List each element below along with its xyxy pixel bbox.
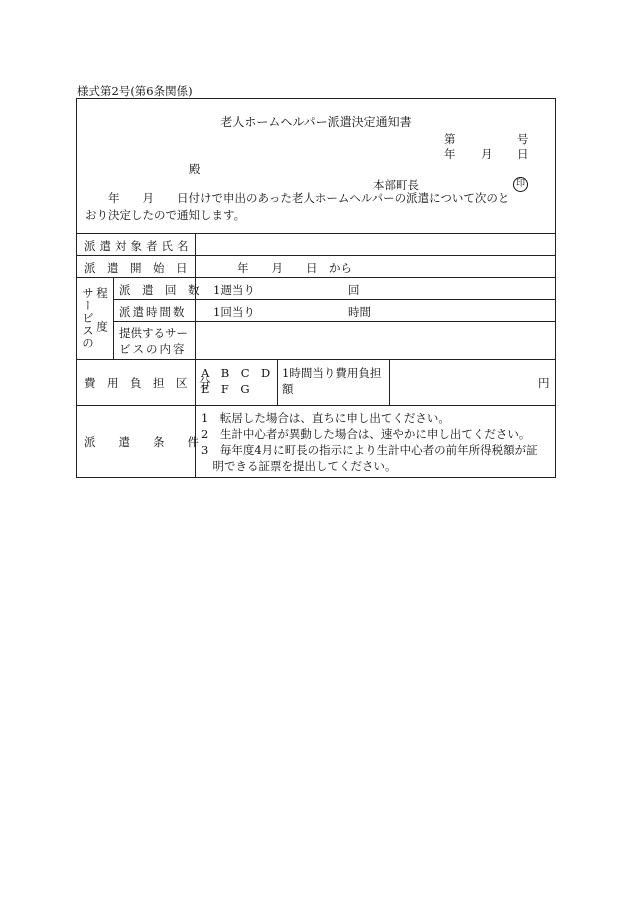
rule bbox=[77, 277, 555, 278]
count-unit: 回 bbox=[348, 283, 360, 297]
date-day: 日 bbox=[517, 147, 529, 161]
number-dai: 第 bbox=[444, 132, 456, 146]
label-service-content-2: ビスの内容 bbox=[119, 342, 187, 356]
hours-prefix: 1回当り bbox=[213, 305, 255, 319]
label-start-date: 派 遣 開 始 日 bbox=[84, 261, 188, 275]
sender-name: 本部町長 bbox=[373, 178, 419, 192]
rule bbox=[77, 233, 555, 234]
condition-item: 明できる証票を提出してください。 bbox=[201, 459, 397, 473]
rule bbox=[277, 359, 278, 405]
condition-item: 3 毎年度4月に町長の指示により生計中心者の前年所得税額が証 bbox=[201, 443, 538, 457]
condition-item: 1 転居した場合は、直ちに申し出てください。 bbox=[201, 411, 450, 425]
cost-hourly-label-2: 額 bbox=[282, 382, 294, 396]
seal-mark: 印 bbox=[513, 177, 528, 192]
cost-classes-2: E F G bbox=[201, 382, 250, 396]
date-month: 月 bbox=[481, 147, 493, 161]
rule bbox=[77, 359, 555, 360]
document-title: 老人ホームヘルパー派遣決定通知書 bbox=[220, 115, 412, 129]
condition-item: 2 生計中心者が異動した場合は、速やかに申し出てください。 bbox=[201, 427, 531, 441]
hours-unit: 時間 bbox=[348, 305, 371, 319]
rule bbox=[113, 321, 555, 322]
body-line-1: 年 月 日付けで申出のあった老人ホームヘルパーの派遣について次のと bbox=[85, 191, 510, 205]
rule bbox=[113, 277, 114, 359]
label-dispatch-count: 派 遣 回 数 bbox=[119, 283, 200, 297]
conditions-list bbox=[201, 410, 538, 474]
cost-hourly-label-1: 1時間当り費用負担 bbox=[282, 366, 382, 380]
label-cost-category: 費 用 負 担 区 分 bbox=[84, 376, 211, 390]
notice-form bbox=[76, 98, 556, 478]
label-service-content-1: 提供するサー bbox=[119, 326, 188, 340]
label-dispatch-hours: 派遣時間数 bbox=[119, 305, 187, 319]
rule bbox=[77, 405, 555, 406]
addressee-suffix: 殿 bbox=[189, 162, 201, 176]
rule bbox=[113, 299, 555, 300]
count-prefix: 1週当り bbox=[213, 283, 255, 297]
number-go: 号 bbox=[517, 132, 529, 146]
cost-unit-yen: 円 bbox=[538, 376, 550, 390]
label-recipient-name: 派遣対象者氏名 bbox=[84, 239, 193, 253]
rule bbox=[389, 359, 390, 405]
date-year: 年 bbox=[444, 147, 456, 161]
rule bbox=[77, 255, 555, 256]
notice-body bbox=[85, 190, 551, 224]
label-degree-vertical: 程度 bbox=[95, 287, 109, 354]
label-conditions: 派 遣 条 件 bbox=[84, 435, 199, 449]
body-line-2: おり決定したので通知します。 bbox=[85, 208, 246, 222]
form-number: 様式第2号(第6条関係) bbox=[77, 84, 193, 98]
label-service-vertical: サービスの bbox=[81, 287, 95, 350]
start-date-value: 年 月 日 から bbox=[237, 261, 352, 275]
cost-classes-1: A B C D bbox=[201, 366, 271, 380]
